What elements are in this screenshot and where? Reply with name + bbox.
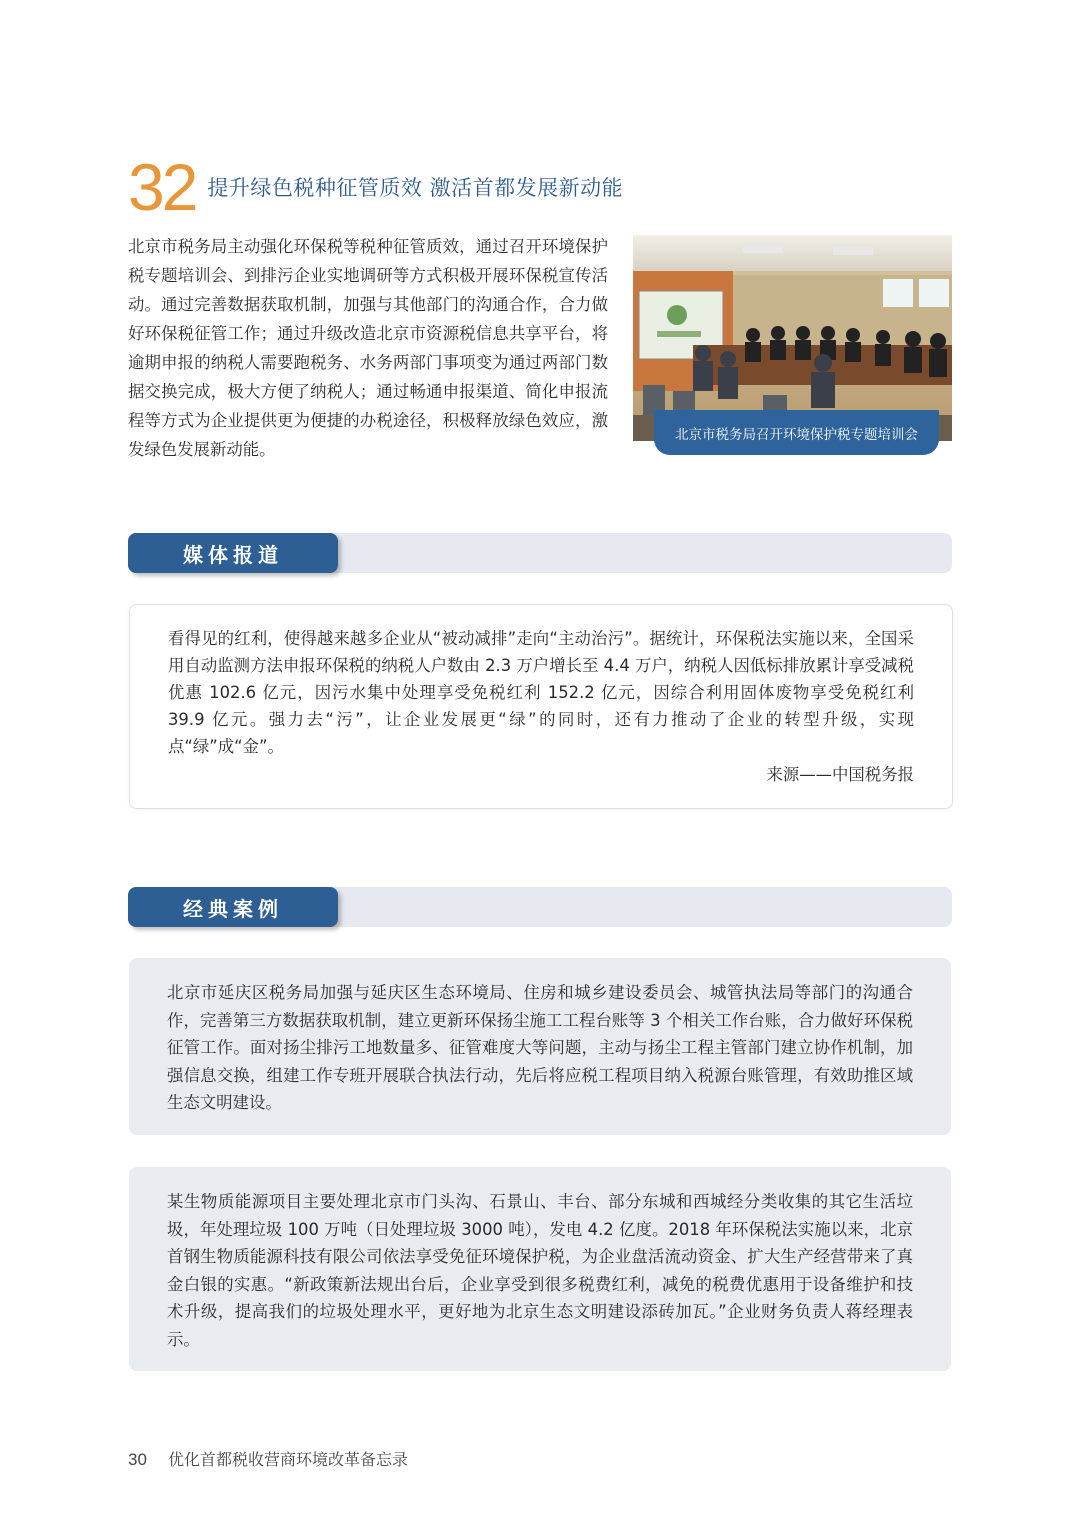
section-number: 32 <box>128 150 196 224</box>
section-title: 提升绿色税种征管质效 激活首都发展新动能 <box>207 176 624 200</box>
media-source: 来源——中国税务报 <box>766 765 914 784</box>
cases-banner <box>128 887 952 927</box>
media-heading: 媒体报道 <box>128 533 338 573</box>
section-header <box>128 152 623 222</box>
photo-caption: 北京市税务局召开环境保护税专题培训会 <box>654 410 939 455</box>
media-banner <box>128 533 952 573</box>
intro-paragraph: 北京市税务局主动强化环保税等税种征管质效，通过召开环境保护税专题培训会、到排污企业实地调研等方式积极开展环保税宣传活动。通过完善数据获取机制，加强与其他部门的沟通合作，合力做好环保税征管工作；通过升级改造北京市资源税信息共享平台，将逾期申报的纳税人需要跑税务、水务两部门事项变为通过两部门数据交换完成，极大方便了纳税人；通过畅通申报渠道、简化申报流程等方式为企业提供更为便捷的办税途径，积极释放绿色效应，激发绿色发展新动能。 <box>128 237 608 459</box>
page-number: 30 <box>128 1450 147 1469</box>
case-text-2: 某生物质能源项目主要处理北京市门头沟、石景山、丰台、部分东城和西城经分类收集的其它生活垃圾，年处理垃圾 100 万吨（日处理垃圾 3000 吨），发电 4.2 亿度。2018 年环保税法实施以来，北京首钢生物质能源科技有限公司依法享受免征环境保护税，为企业盘活流动资金、扩大生产经营带来了真金白银的实惠。“新政策新法规出台后，企业享受到很多税费红利，减免的税费优惠用于设备维护和技术升级，提高我们的垃圾处理水平，更好地为北京生态文明建设添砖加瓦。”企业财务负责人蒋经理表示。 <box>167 1192 913 1349</box>
cases-heading: 经典案例 <box>128 887 338 927</box>
book-title: 优化首都税收营商环境改革备忘录 <box>168 1450 409 1469</box>
case-box-1 <box>129 958 951 1135</box>
media-box <box>129 604 953 809</box>
case-box-2 <box>129 1167 951 1371</box>
case-text-1: 北京市延庆区税务局加强与延庆区生态环境局、住房和城乡建设委员会、城管执法局等部门的沟通合作，完善第三方数据获取机制，建立更新环保扬尘施工工程台账等 3 个相关工作台账，合力做好环保税征管工作。面对扬尘排污工地数量多、征管难度大等问题，主动与扬尘工程主管部门建立协作机制，加强信息交换，组建工作专班开展联合执法行动，先后将应税工程项目纳入税源台账管理，有效助推区域生态文明建设。 <box>167 983 913 1112</box>
media-text: 看得见的红利，使得越来越多企业从“被动减排”走向“主动治污”。据统计，环保税法实施以来，全国采用自动监测方法申报环保税的纳税人户数由 2.3 万户增长至 4.4 万户，纳税人因低标排放累计享受减税优惠 102.6 亿元，因污水集中处理享受免税红利 152.2 亿元，因综合利用固体废物享受免税红利 39.9 亿元。强力去“污”，让企业发展更“绿”的同时，还有力推动了企业的转型升级，实现点“绿”成“金”。 <box>168 629 914 756</box>
page-footer <box>128 1447 408 1470</box>
